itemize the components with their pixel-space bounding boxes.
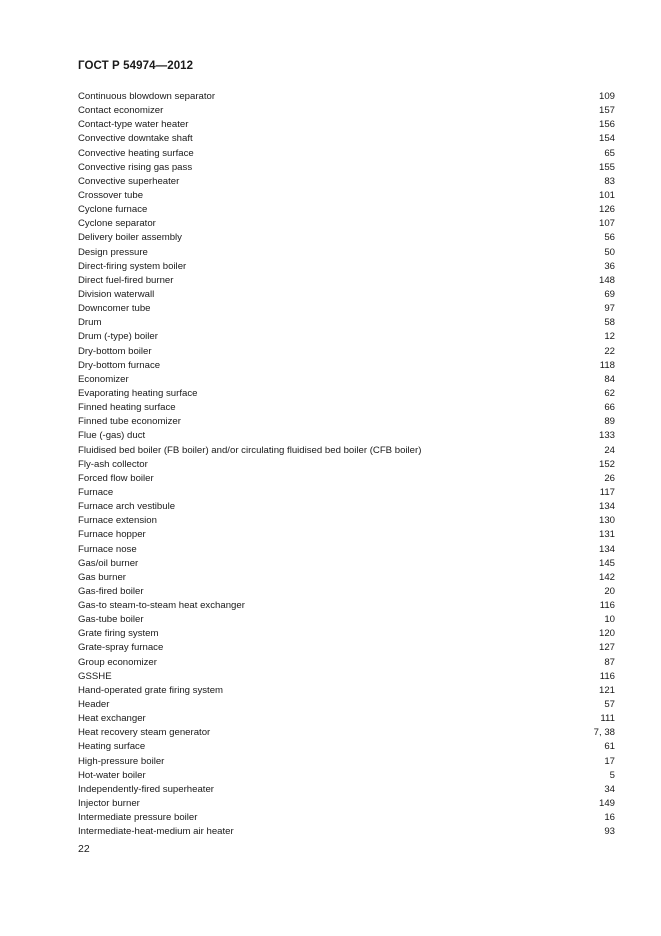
index-entry bbox=[78, 825, 615, 839]
index-ref-number: 120 bbox=[598, 628, 615, 640]
index-ref-number: 117 bbox=[599, 486, 615, 498]
index-entry bbox=[78, 330, 615, 344]
index-term: Hot-water boiler bbox=[78, 769, 146, 781]
index-ref-number: 109 bbox=[598, 91, 615, 102]
index-term: Furnace hopper bbox=[78, 529, 146, 541]
index-entry bbox=[78, 415, 615, 429]
index-ref-number: 89 bbox=[604, 416, 615, 428]
index-term: Hand-operated grate firing system bbox=[78, 684, 224, 696]
index-ref-number: 126 bbox=[598, 204, 615, 216]
index-term: Dry-bottom furnace bbox=[78, 359, 161, 371]
index-term: Gas/oil burner bbox=[78, 557, 139, 569]
index-term: GSSHE bbox=[78, 670, 112, 682]
index-entry bbox=[78, 316, 615, 330]
index-ref-number: 62 bbox=[604, 387, 615, 399]
index-ref-number: 20 bbox=[604, 585, 615, 597]
index-ref-number: 157 bbox=[598, 105, 615, 117]
index-entry bbox=[78, 698, 615, 712]
index-term: Heating surface bbox=[78, 741, 146, 753]
index-ref-number: 5 bbox=[609, 769, 615, 781]
index-entry bbox=[78, 274, 615, 288]
index-term: Convective superheater bbox=[78, 175, 180, 187]
index-ref-number: 97 bbox=[604, 303, 615, 315]
index-entry bbox=[78, 90, 615, 104]
index-ref-number: 134 bbox=[598, 501, 615, 513]
index-ref-number: 118 bbox=[599, 359, 615, 371]
index-ref-number: 101 bbox=[598, 189, 615, 201]
index-entry bbox=[78, 132, 615, 146]
index-ref-number: 149 bbox=[598, 798, 615, 810]
index-term: Grate firing system bbox=[78, 628, 159, 640]
index-term: Intermediate pressure boiler bbox=[78, 812, 198, 824]
index-entry bbox=[78, 175, 615, 189]
index-ref-number: 50 bbox=[604, 246, 615, 258]
index-entry bbox=[78, 189, 615, 203]
index-term: Furnace nose bbox=[78, 543, 137, 555]
index-ref-number: 142 bbox=[598, 571, 615, 583]
index-term: Drum bbox=[78, 317, 102, 329]
index-term: Convective rising gas pass bbox=[78, 161, 193, 173]
index-ref-number: 154 bbox=[598, 133, 615, 145]
index-entry bbox=[78, 246, 615, 260]
index-list bbox=[78, 90, 615, 839]
index-ref-number: 66 bbox=[604, 402, 615, 414]
index-ref-number: 36 bbox=[604, 260, 615, 272]
index-entry bbox=[78, 118, 615, 132]
index-ref-number: 133 bbox=[598, 430, 615, 442]
index-ref-number: 127 bbox=[598, 642, 615, 654]
index-ref-number: 152 bbox=[598, 458, 615, 470]
index-term: Furnace arch vestibule bbox=[78, 501, 176, 513]
index-ref-number: 121 bbox=[598, 684, 615, 696]
index-ref-number: 69 bbox=[604, 288, 615, 300]
index-entry bbox=[78, 231, 615, 245]
index-ref-number: 111 bbox=[600, 713, 615, 725]
index-entry bbox=[78, 557, 615, 571]
index-entry bbox=[78, 656, 615, 670]
index-term: Finned heating surface bbox=[78, 402, 176, 414]
index-entry bbox=[78, 147, 615, 161]
index-entry bbox=[78, 104, 615, 118]
index-term: Delivery boiler assembly bbox=[78, 232, 182, 244]
index-term: Gas burner bbox=[78, 571, 126, 583]
index-entry bbox=[78, 359, 615, 373]
index-term: Fluidised bed boiler (FB boiler) and/or circulating fluidised bed boiler (CFB boiler) bbox=[78, 444, 422, 456]
index-ref-number: 7, 38 bbox=[593, 727, 615, 739]
index-term: Flue (-gas) duct bbox=[78, 430, 146, 442]
index-entry bbox=[78, 302, 615, 316]
index-ref-number: 24 bbox=[604, 444, 615, 456]
index-ref-number: 17 bbox=[604, 755, 615, 767]
index-entry bbox=[78, 458, 615, 472]
index-term: Gas-fired boiler bbox=[78, 585, 144, 597]
index-ref-number: 16 bbox=[604, 812, 615, 824]
index-term: Independently-fired superheater bbox=[78, 783, 215, 795]
index-ref-number: 61 bbox=[604, 741, 615, 753]
document-header: ГОСТ Р 54974—2012 bbox=[78, 60, 194, 72]
index-entry bbox=[78, 387, 615, 401]
index-term: Cyclone furnace bbox=[78, 204, 148, 216]
index-term: Gas-to steam-to-steam heat exchanger bbox=[78, 600, 245, 612]
index-ref-number: 22 bbox=[604, 345, 615, 357]
index-entry bbox=[78, 429, 615, 443]
index-term: Design pressure bbox=[78, 246, 148, 258]
index-term: Convective heating surface bbox=[78, 147, 194, 159]
index-ref-number: 26 bbox=[604, 472, 615, 484]
index-entry bbox=[78, 571, 615, 585]
index-term: Intermediate-heat-medium air heater bbox=[78, 826, 234, 838]
index-ref-number: 34 bbox=[604, 783, 615, 795]
index-entry bbox=[78, 712, 615, 726]
index-term: Drum (-type) boiler bbox=[78, 331, 158, 343]
index-entry bbox=[78, 260, 615, 274]
index-entry bbox=[78, 345, 615, 359]
index-entry bbox=[78, 613, 615, 627]
index-ref-number: 134 bbox=[598, 543, 615, 555]
index-entry bbox=[78, 514, 615, 528]
index-term: Group economizer bbox=[78, 656, 157, 668]
index-entry bbox=[78, 444, 615, 458]
index-entry bbox=[78, 288, 615, 302]
index-term: Cyclone separator bbox=[78, 218, 156, 230]
index-entry bbox=[78, 500, 615, 514]
index-ref-number: 116 bbox=[599, 670, 615, 682]
index-entry bbox=[78, 783, 615, 797]
index-ref-number: 155 bbox=[598, 161, 615, 173]
index-term: Convective downtake shaft bbox=[78, 133, 193, 145]
index-entry bbox=[78, 203, 615, 217]
index-entry bbox=[78, 472, 615, 486]
index-ref-number: 156 bbox=[598, 119, 615, 131]
index-ref-number: 130 bbox=[598, 515, 615, 527]
index-term: Heat recovery steam generator bbox=[78, 727, 211, 739]
index-entry bbox=[78, 726, 615, 740]
index-ref-number: 93 bbox=[604, 826, 615, 838]
index-entry bbox=[78, 161, 615, 175]
index-term: Contact-type water heater bbox=[78, 119, 189, 131]
index-term: Continuous blowdown separator bbox=[78, 91, 216, 102]
index-ref-number: 148 bbox=[598, 274, 615, 286]
index-term: High-pressure boiler bbox=[78, 755, 165, 767]
page-number: 22 bbox=[78, 843, 90, 855]
index-entry bbox=[78, 740, 615, 754]
index-ref-number: 56 bbox=[604, 232, 615, 244]
index-ref-number: 84 bbox=[604, 373, 615, 385]
index-term: Division waterwall bbox=[78, 288, 155, 300]
index-ref-number: 131 bbox=[598, 529, 615, 541]
index-term: Forced flow boiler bbox=[78, 472, 154, 484]
index-entry bbox=[78, 543, 615, 557]
index-term: Injector burner bbox=[78, 798, 140, 810]
index-ref-number: 12 bbox=[604, 331, 615, 343]
index-term: Gas-tube boiler bbox=[78, 614, 144, 626]
index-entry bbox=[78, 755, 615, 769]
index-term: Heat exchanger bbox=[78, 713, 146, 725]
index-ref-number: 116 bbox=[599, 600, 615, 612]
index-entry bbox=[78, 401, 615, 415]
index-term: Crossover tube bbox=[78, 189, 144, 201]
index-entry bbox=[78, 373, 615, 387]
index-entry bbox=[78, 585, 615, 599]
index-entry bbox=[78, 528, 615, 542]
index-ref-number: 87 bbox=[604, 656, 615, 668]
index-ref-number: 65 bbox=[604, 147, 615, 159]
index-entry bbox=[78, 769, 615, 783]
index-term: Fly-ash collector bbox=[78, 458, 148, 470]
index-ref-number: 57 bbox=[604, 699, 615, 711]
index-term: Grate-spray furnace bbox=[78, 642, 164, 654]
index-term: Direct fuel-fired burner bbox=[78, 274, 174, 286]
index-term: Contact economizer bbox=[78, 105, 164, 117]
index-term: Economizer bbox=[78, 373, 129, 385]
index-term: Evaporating heating surface bbox=[78, 387, 198, 399]
index-term: Dry-bottom boiler bbox=[78, 345, 152, 357]
index-ref-number: 107 bbox=[598, 218, 615, 230]
index-term: Furnace bbox=[78, 486, 114, 498]
index-term: Downcomer tube bbox=[78, 303, 151, 315]
index-entry bbox=[78, 486, 615, 500]
index-ref-number: 58 bbox=[604, 317, 615, 329]
index-term: Header bbox=[78, 699, 110, 711]
index-entry bbox=[78, 627, 615, 641]
index-entry bbox=[78, 684, 615, 698]
index-entry bbox=[78, 641, 615, 655]
index-term: Finned tube economizer bbox=[78, 416, 181, 428]
index-term: Direct-firing system boiler bbox=[78, 260, 187, 272]
index-entry bbox=[78, 797, 615, 811]
index-entry bbox=[78, 599, 615, 613]
index-term: Furnace extension bbox=[78, 515, 157, 527]
index-entry bbox=[78, 217, 615, 231]
index-ref-number: 145 bbox=[598, 557, 615, 569]
index-entry bbox=[78, 811, 615, 825]
index-entry bbox=[78, 670, 615, 684]
index-ref-number: 83 bbox=[604, 175, 615, 187]
index-ref-number: 10 bbox=[604, 614, 615, 626]
